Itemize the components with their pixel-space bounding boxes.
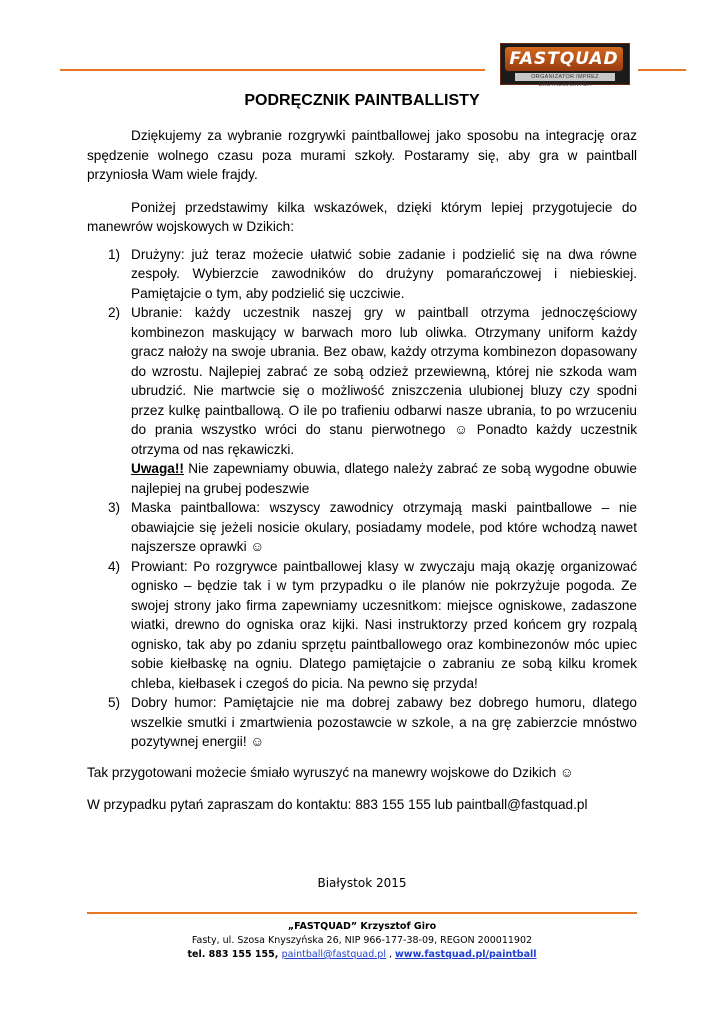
list-item: [87, 245, 637, 304]
city-year: Białystok 2015: [317, 876, 407, 890]
footer: [0, 920, 724, 962]
warning-text: Nie zapewniamy obuwia, dlatego należy zabrać ze sobą wygodne obuwie najlepiej na grubej podeszwie: [131, 461, 637, 496]
list-item-text: Ubranie: każdy uczestnik naszej gry w paintball otrzyma jednoczęściowy kombinezon maskujący w barwach moro lub oliwka. Otrzymany uniform każdy gracz nałoży na swoje ubrania. Bez obaw, każdy otrzyma kombinezon dopasowany do wzrostu. Najlepiej zabrać ze sobą odzież przewiewną, której nie szkoda wam ubrudzić. Nie martwcie się o możliwość zniszczenia ulubionej bluzy czy spodni przez kulkę paintballową. O ile po trafieniu odbarwi nasze ubrania, to po wrzuceniu do prania wszystko wróci do stanu pierwotnego ☺ Ponadto każdy uczestnik otrzyma od nas rękawiczki.: [131, 305, 637, 457]
footer-contact: [0, 948, 724, 962]
document-title: PODRĘCZNIK PAINTBALLISTY: [244, 92, 480, 109]
header-line-left: [60, 69, 485, 71]
closing-paragraph-2: W przypadku pytań zapraszam do kontaktu: 883 155 155 lub paintball@fastquad.pl: [87, 797, 588, 812]
header-line-right: [638, 69, 686, 71]
list-number: 3): [108, 500, 121, 515]
list-item-text: Dobry humor: Pamiętajcie nie ma dobrej zabawy bez dobrego humoru, dlatego wszelkie smutki i zmartwienia pozostawcie w szkole, a na grę zabierzcie mnóstwo pozytywnej energii! ☺: [131, 695, 637, 749]
footer-website-link[interactable]: www.fastquad.pl/paintball: [395, 949, 537, 960]
footer-company: „FASTQUAD” Krzysztof Giro: [287, 921, 437, 932]
document-body: [87, 126, 637, 815]
closing-paragraph-1: Tak przygotowani możecie śmiało wyruszyć na manewry wojskowe do Dzikich ☺: [87, 764, 574, 780]
logo-brand: FASTQUAD: [509, 49, 619, 69]
footer-line: [87, 912, 637, 914]
logo-banner: [505, 47, 623, 71]
list-number: 1): [108, 246, 121, 262]
footer-address: Fasty, ul. Szosa Knyszyńska 26, NIP 966-177-38-09, REGON 200011902: [191, 935, 533, 946]
intro-paragraph-2: Poniżej przedstawimy kilka wskazówek, dzięki którym lepiej przygotujecie do manewrów wojskowych w Dzikich:: [87, 199, 637, 234]
list-item-text: Maska paintballowa: wszyscy zawodnicy otrzymają maski paintballowe – nie obawiajcie się jeżeli nosicie okulary, posiadamy modele, pod które wchodzą nawet najszersze oprawki ☺: [131, 500, 637, 554]
list-number: 2): [108, 305, 121, 320]
list-item-text: Drużyny: już teraz możecie ułatwić sobie zadanie i podzielić się na dwa równe zespoły. Wybierzcie zawodników do drużyny pomarańczowej i niebieskiej. Pamiętajcie o tym, aby podzielić się uczciwie.: [131, 246, 637, 301]
footer-phone: tel. 883 155 155,: [187, 949, 282, 960]
intro-paragraph-1: Dziękujemy za wybranie rozgrywki paintballowej jako sposobu na integrację oraz spędzenie wolnego czasu poza murami szkoły. Postaramy się, aby gra w paintball przyniosła Wam wiele frajdy.: [87, 128, 637, 182]
warning-label: Uwaga!!: [131, 461, 184, 476]
list-item: [87, 303, 637, 498]
list-number: 4): [108, 558, 121, 574]
list-item-text: Prowiant: Po rozgrywce paintballowej klasy w zwyczaju mają okazję organizować ognisko – będzie tak i w tym przypadku o ile planów nie pokrzyżuje pogoda. Ze swojej strony jako firma zapewniamy uczesnitkom: miejsce ogniskowe, zadaszone wiatki, drewno do ogniska oraz kijki. Nasi instruktorzy przed końcem gry rozpalą ognisko, tak aby po zdaniu sprzętu paintballowego oraz kombinezonów móc upiec sobie kiełbaskę na ogniu. Dlatego pamiętajcie o zabraniu ze sobą kilku kromek chleba, kiełbasek i czegoś do picia. Na pewno się przyda!: [131, 558, 637, 691]
list-item: [87, 693, 637, 752]
list-number: 5): [108, 695, 121, 710]
footer-email-link[interactable]: paintball@fastquad.pl: [281, 949, 386, 960]
footer-separator: ,: [385, 949, 396, 960]
list-item: [87, 557, 637, 694]
tips-list: [87, 245, 637, 752]
fastquad-logo: [500, 43, 630, 88]
list-item: [87, 498, 637, 557]
logo-tagline: ORGANIZATOR IMPREZ EKSTREMALNYCH: [515, 73, 615, 81]
